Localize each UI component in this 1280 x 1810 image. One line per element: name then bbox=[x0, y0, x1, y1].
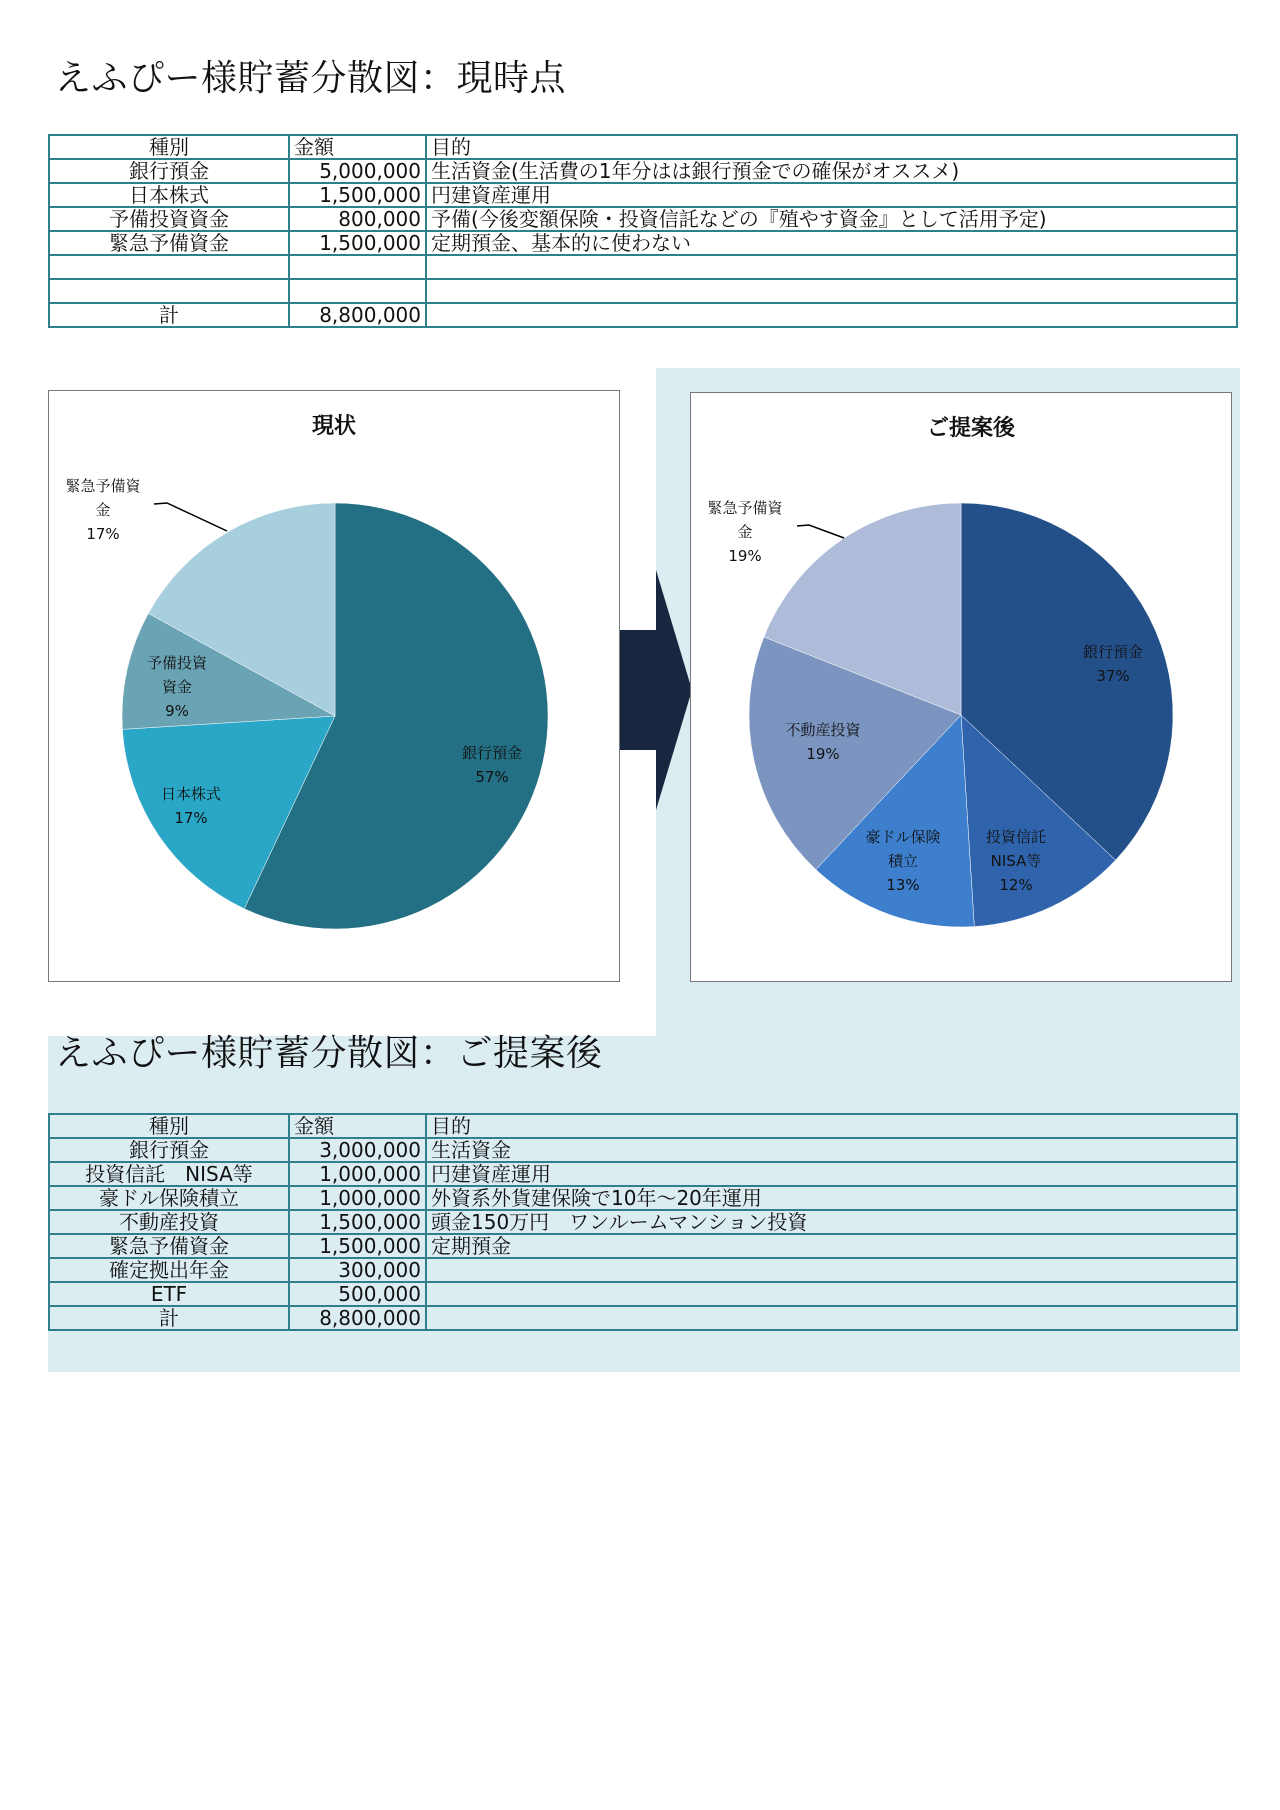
proposal-table-header-cell: 種別 bbox=[49, 1114, 289, 1138]
proposal-table-cell: 不動産投資 bbox=[49, 1210, 289, 1234]
page-title-current: えふぴー様貯蓄分散図：現時点 bbox=[55, 58, 567, 99]
proposal-pie-chart bbox=[690, 392, 1232, 982]
slice-percent: 19% bbox=[728, 547, 762, 565]
proposal-table-cell: 円建資産運用 bbox=[426, 1162, 1237, 1186]
current-table-cell: 日本株式 bbox=[49, 183, 289, 207]
proposal-table-row bbox=[49, 1138, 1237, 1162]
leader-line bbox=[797, 525, 844, 538]
slice-percent: 37% bbox=[1096, 667, 1130, 685]
current-table-header-cell: 金額 bbox=[289, 135, 426, 159]
slice-percent: 17% bbox=[86, 525, 120, 543]
current-table-cell: 緊急予備資金 bbox=[49, 231, 289, 255]
proposal-table-cell: 外資系外貨建保険で10年～20年運用 bbox=[426, 1186, 1237, 1210]
proposal-table-cell: 1,500,000 bbox=[289, 1234, 426, 1258]
proposal-table-cell bbox=[426, 1282, 1237, 1306]
proposal-table-header-row bbox=[49, 1114, 1237, 1138]
current-table-cell bbox=[426, 279, 1237, 303]
proposal-pie-svg bbox=[691, 393, 1231, 981]
slice-label: 投資信託 NISA等 12% bbox=[985, 828, 1047, 894]
current-table-cell: 5,000,000 bbox=[289, 159, 426, 183]
proposal-table-cell: 1,000,000 bbox=[289, 1162, 426, 1186]
proposal-table-cell: 計 bbox=[49, 1306, 289, 1330]
slice-label: 緊急予備資金 19% bbox=[707, 499, 783, 565]
proposal-table-cell: 1,500,000 bbox=[289, 1210, 426, 1234]
current-table-row bbox=[49, 279, 1237, 303]
current-table-cell: 1,500,000 bbox=[289, 183, 426, 207]
current-table-cell bbox=[426, 255, 1237, 279]
current-table-cell bbox=[289, 255, 426, 279]
current-table-cell: 1,500,000 bbox=[289, 231, 426, 255]
proposal-table-cell: 生活資金 bbox=[426, 1138, 1237, 1162]
proposal-table-cell: 1,000,000 bbox=[289, 1186, 426, 1210]
current-table-cell: 8,800,000 bbox=[289, 303, 426, 327]
current-table-cell bbox=[49, 255, 289, 279]
slice-percent: 19% bbox=[806, 745, 840, 763]
current-pie-svg bbox=[49, 391, 619, 981]
current-table-cell: 予備(今後変額保険・投資信託などの『殖やす資金』として活用予定) bbox=[426, 207, 1237, 231]
proposal-table-row bbox=[49, 1162, 1237, 1186]
proposal-table-cell: 投資信託 NISA等 bbox=[49, 1162, 289, 1186]
proposal-table-cell bbox=[426, 1306, 1237, 1330]
proposal-table-cell: 8,800,000 bbox=[289, 1306, 426, 1330]
proposal-table-row bbox=[49, 1234, 1237, 1258]
current-table-header-row bbox=[49, 135, 1237, 159]
current-table-cell bbox=[426, 303, 1237, 327]
current-table-cell: 銀行預金 bbox=[49, 159, 289, 183]
current-table-header-cell: 目的 bbox=[426, 135, 1237, 159]
slice-label: 銀行預金 37% bbox=[1082, 643, 1144, 685]
proposal-table-row bbox=[49, 1210, 1237, 1234]
proposal-table-header-cell: 金額 bbox=[289, 1114, 426, 1138]
proposal-table-cell: 定期預金 bbox=[426, 1234, 1237, 1258]
current-table-cell: 800,000 bbox=[289, 207, 426, 231]
proposal-table-header-cell: 目的 bbox=[426, 1114, 1237, 1138]
chart-title: ご提案後 bbox=[926, 416, 1016, 441]
slice-percent: 57% bbox=[475, 768, 509, 786]
slice-percent: 17% bbox=[174, 809, 208, 827]
current-savings-table bbox=[48, 134, 1238, 328]
slice-label: 日本株式 17% bbox=[160, 785, 222, 827]
current-table-row bbox=[49, 159, 1237, 183]
right-arrow-icon bbox=[620, 565, 692, 815]
proposal-table-cell: 300,000 bbox=[289, 1258, 426, 1282]
slice-label: 緊急予備資金 17% bbox=[65, 477, 141, 543]
current-table-cell bbox=[49, 279, 289, 303]
current-table-cell: 予備投資資金 bbox=[49, 207, 289, 231]
current-table-cell: 計 bbox=[49, 303, 289, 327]
current-table-cell bbox=[289, 279, 426, 303]
proposal-table-row bbox=[49, 1282, 1237, 1306]
slice-label: 不動産投資 19% bbox=[785, 721, 861, 763]
proposal-table-row bbox=[49, 1258, 1237, 1282]
leader-line bbox=[154, 503, 227, 531]
current-table-cell: 生活資金(生活費の1年分はは銀行預金での確保がオススメ) bbox=[426, 159, 1237, 183]
proposal-table-row bbox=[49, 1306, 1237, 1330]
current-table-row bbox=[49, 207, 1237, 231]
slice-percent: 9% bbox=[165, 702, 189, 720]
proposal-table-row bbox=[49, 1186, 1237, 1210]
proposal-savings-table bbox=[48, 1113, 1238, 1331]
page-title-proposal: えふぴー様貯蓄分散図：ご提案後 bbox=[55, 1033, 603, 1074]
proposal-table-cell: 銀行預金 bbox=[49, 1138, 289, 1162]
current-table-row bbox=[49, 255, 1237, 279]
slice-label: 豪ドル保険積立 13% bbox=[865, 828, 941, 894]
current-table-row bbox=[49, 183, 1237, 207]
current-table-cell: 定期預金、基本的に使わない bbox=[426, 231, 1237, 255]
current-table-header-cell: 種別 bbox=[49, 135, 289, 159]
proposal-table-cell bbox=[426, 1258, 1237, 1282]
proposal-table-cell: 確定拠出年金 bbox=[49, 1258, 289, 1282]
proposal-table-cell: 豪ドル保険積立 bbox=[49, 1186, 289, 1210]
slice-percent: 13% bbox=[886, 876, 920, 894]
proposal-table-cell: 500,000 bbox=[289, 1282, 426, 1306]
proposal-table-cell: 頭金150万円 ワンルームマンション投資 bbox=[426, 1210, 1237, 1234]
chart-title: 現状 bbox=[311, 414, 357, 439]
slice-label: 銀行預金 57% bbox=[461, 744, 523, 786]
current-table-row bbox=[49, 231, 1237, 255]
proposal-table-cell: ETF bbox=[49, 1282, 289, 1306]
current-table-cell: 円建資産運用 bbox=[426, 183, 1237, 207]
current-pie-chart bbox=[48, 390, 620, 982]
slice-label: 予備投資資金 9% bbox=[146, 654, 208, 720]
slice-percent: 12% bbox=[999, 876, 1033, 894]
proposal-table-cell: 3,000,000 bbox=[289, 1138, 426, 1162]
current-table-row bbox=[49, 303, 1237, 327]
proposal-table-cell: 緊急予備資金 bbox=[49, 1234, 289, 1258]
